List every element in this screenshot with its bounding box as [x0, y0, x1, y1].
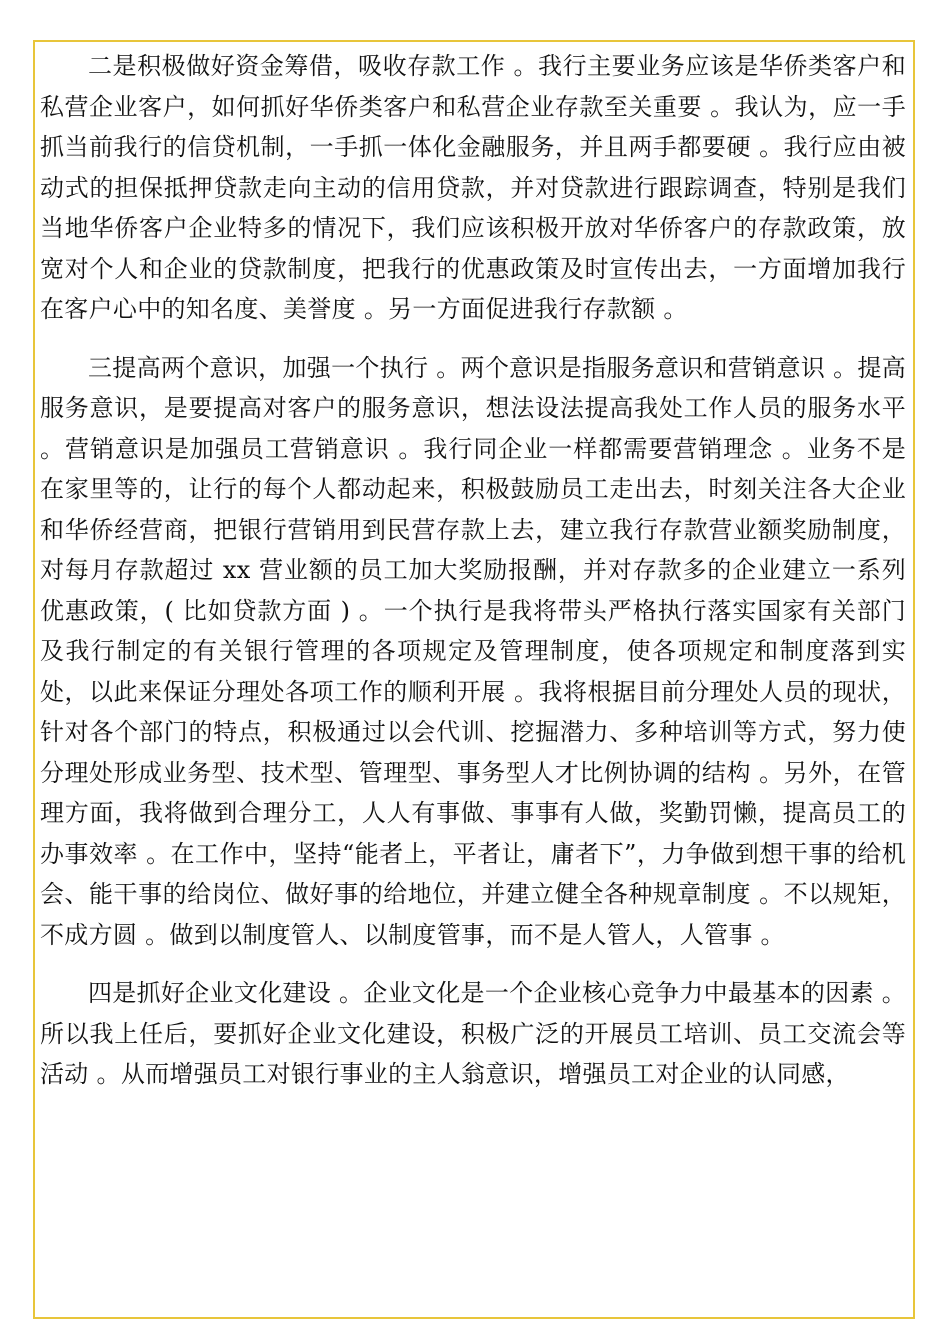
paragraph-two-awareness-one-execution: 三提高两个意识，加强一个执行 。两个意识是指服务意识和营销意识 。提高服务意识，是要提高对客户的服务意识，想法设法提高我处工作人员的服务水平 。营销意识是加强员工营销意识 。我行同企业一样都需要营销理念 。业务不是在家里等的，让行的每个人都动起来，积极鼓励员工走出去，时刻关注各大企业和华侨经营商，把银行营销用到民营存款上去，建立我行存款营业额奖励制度，对每月存款超过 xx 营业额的员工加大奖励报酬，并对存款多的企业建立一系列优惠政策，( 比如贷款方面 ) 。一个执行是我将带头严格执行落实国家有关部门及我行制定的有关银行管理的各项规定及管理制度，使各项规定和制度落到实处，以此来保证分理处各项工作的顺利开展 。我将根据目前分理处人员的现状，针对各个部门的特点，积极通过以会代训、挖掘潜力、多种培训等方式，努力使分理处形成业务型、技术型、管理型、事务型人才比例协调的结构 。另外，在管理方面，我将做到合理分工，人人有事做、事事有人做，奖勤罚懒，提高员工的办事效率 。在工作中，坚持“能者上，平者让，庸者下”，力争做到想干事的给机会、能干事的给岗位、做好事的给地位，并建立健全各种规章制度 。不以规矩，不成方圆 。做到以制度管人、以制度管事，而不是人管人，人管事 。 [40, 353, 906, 949]
paragraph-corporate-culture: 四是抓好企业文化建设 。企业文化是一个企业核心竞争力中最基本的因素 。所以我上任后，要抓好企业文化建设，积极广泛的开展员工培训、员工交流会等活动 。从而增强员工对银行事业的主人翁意识，增强员工对企业的认同感， [40, 979, 906, 1088]
paragraph-funding-deposits: 二是积极做好资金筹借，吸收存款工作 。我行主要业务应该是华侨类客户和私营企业客户，如何抓好华侨类客户和私营企业存款至关重要 。我认为，应一手抓当前我行的信贷机制，一手抓一体化金融服务，并且两手都要硬 。我行应由被动式的担保抵押贷款走向主动的信用贷款，并对贷款进行跟踪调查，特别是我们当地华侨客户企业特多的情况下，我们应该积极开放对华侨客户的存款政策，放宽对个人和企业的贷款制度，把我行的优惠政策及时宣传出去，一方面增加我行在客户心中的知名度、美誉度 。另一方面促进我行存款额 。 [40, 52, 906, 323]
document-body [40, 46, 906, 1113]
